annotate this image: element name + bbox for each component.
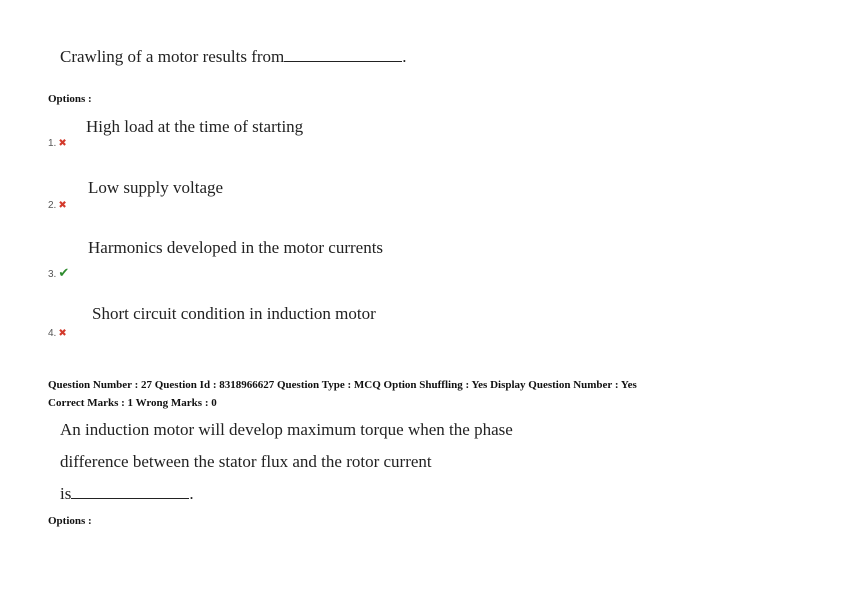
question-end-mark: .	[402, 47, 407, 66]
question-marks: Correct Marks : 1 Wrong Marks : 0	[48, 397, 217, 409]
option-text-1: High load at the time of starting	[86, 117, 304, 136]
option-number-3	[48, 265, 69, 281]
option-number-label: 3.	[48, 269, 57, 280]
option-text-2: Low supply voltage	[88, 178, 224, 197]
wrong-icon: ✖	[58, 328, 67, 339]
question-text	[60, 47, 407, 67]
question-text-content: Crawling of a motor results from	[60, 47, 285, 66]
question-meta: Question Number : 27 Question Id : 8318966627 Question Type : MCQ Option Shuffling : Yes Display Question Number : Yes	[48, 379, 637, 391]
option-number-2	[48, 200, 67, 211]
wrong-icon: ✖	[58, 138, 67, 149]
option-text-4: Short circuit condition in induction motor	[92, 304, 376, 323]
option-number-label: 1.	[48, 138, 57, 149]
question-end-mark: .	[189, 484, 194, 503]
option-number-4	[48, 328, 67, 339]
question-text-content: is	[60, 484, 72, 503]
options-label: Options :	[48, 515, 92, 527]
option-number-label: 2.	[48, 200, 57, 211]
answer-blank	[71, 498, 189, 499]
question-text-line-2: difference between the stator flux and the rotor current	[60, 452, 432, 471]
options-label: Options :	[48, 93, 92, 105]
answer-blank	[284, 61, 402, 62]
option-number-label: 4.	[48, 328, 57, 339]
wrong-icon: ✖	[58, 200, 67, 211]
option-text-3: Harmonics developed in the motor currents	[88, 238, 384, 257]
option-number-1	[48, 138, 67, 149]
question-text-line-3	[60, 484, 194, 504]
question-text-line-1: An induction motor will develop maximum torque when the phase	[60, 420, 513, 439]
check-icon: ✔	[58, 265, 70, 280]
